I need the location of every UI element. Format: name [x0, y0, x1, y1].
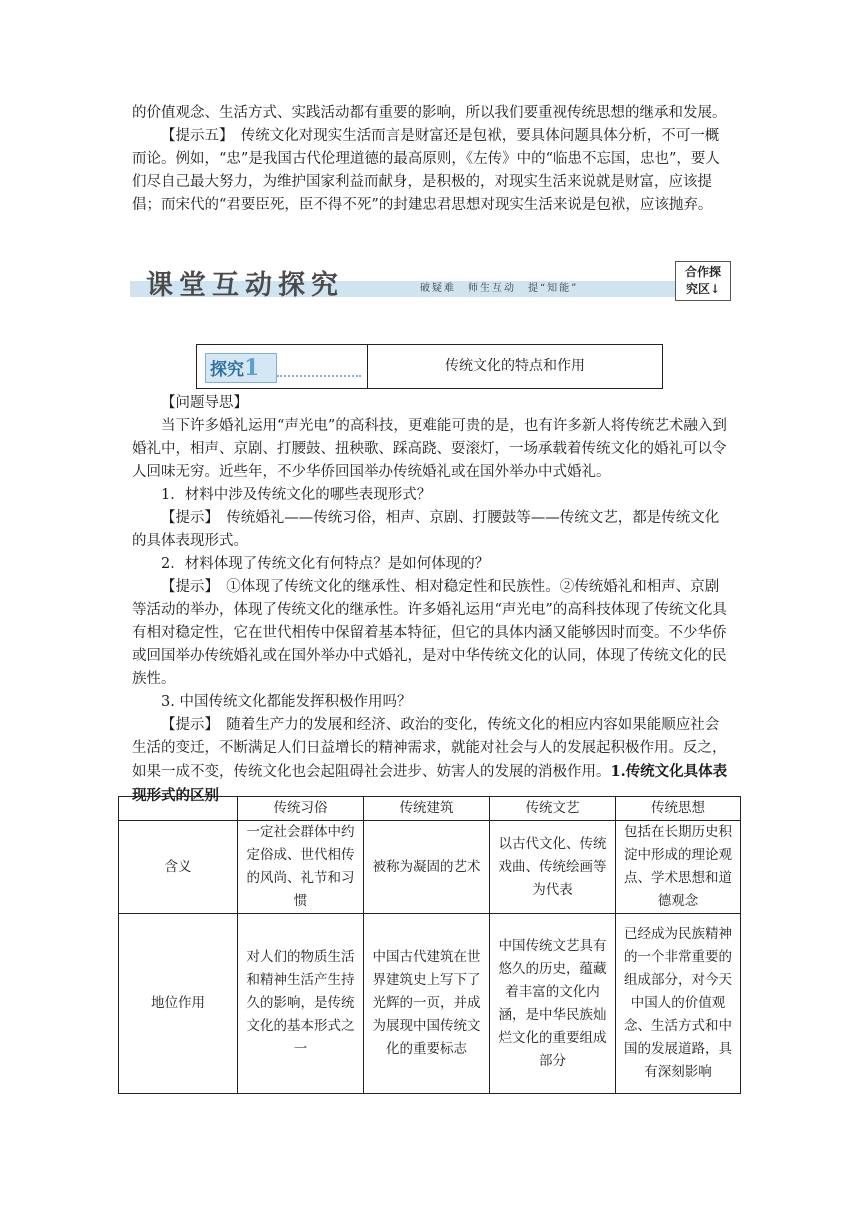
question-2: 2．材料体现了传统文化有何特点？是如何体现的？ — [161, 556, 490, 572]
table-heading: 1.传统文化具体表现形式的区别 — [132, 763, 728, 804]
paragraph-continuation: 的价值观念、生活方式、实践活动都有重要的影响，所以我们要重视传统思想的继承和发展。 — [132, 105, 727, 121]
table-cell: 以古代文化、传统戏曲、传统绘画等为代表 — [490, 821, 616, 914]
header-cell-empty — [119, 797, 238, 821]
table-cell: 已经成为民族精神的一个非常重要的组成部分，对今天中国人的价值观念、生活方式和中国的发展道路，具有深刻影响 — [616, 914, 741, 1094]
question-1: 1．材料中涉及传统文化的哪些表现形式？ — [161, 487, 432, 503]
row-label: 含义 — [119, 821, 238, 914]
table-cell: 一定社会群体中约定俗成、世代相传的风尚、礼节和习惯 — [238, 821, 364, 914]
table-cell: 中国古代建筑在世界建筑史上写下了光辉的一页，并成为展现中国传统文化的重要标志 — [364, 914, 490, 1094]
answer-2: 【提示】 ①体现了传统文化的继承性、相对稳定性和民族性。②传统婚礼和相声、京剧等活动的举办，体现了传统文化的继承性。许多婚礼运用“声光电”的高科技体现了传统文化具有相对稳定性，它在世代相传中保留着基本特征，但它的具体内涵又能够因时而变。不少华侨或回国举办传统婚礼或在国外举办中式婚礼，是对中华传统文化的认同，体现了传统文化的民族性。 — [132, 579, 727, 687]
table-cell: 包括在长期历史积淀中形成的理论观点、学术思想和道德观念 — [616, 821, 741, 914]
banner-title: 课堂互动探究 — [146, 270, 344, 301]
answer-3-text: 【提示】 随着生产力的发展和经济、政治的变化，传统文化的相应内容如果能顺应社会生活的变迁，不断满足人们日益增长的精神需求，就能对社会与人的发展起积极作用。反之，如果一成不变，传统文化也会起阻碍社会进步、妨害人的发展的消极作用。 — [132, 717, 727, 780]
comparison-table — [118, 796, 741, 1094]
badge-number: 1 — [244, 355, 260, 381]
table-row — [119, 914, 741, 1094]
badge-dotted-line — [277, 375, 361, 377]
header-cell: 传统文艺 — [490, 797, 616, 821]
header-cell: 传统习俗 — [238, 797, 364, 821]
box-line-1: 合作探 — [684, 265, 721, 279]
banner-title-area — [130, 259, 370, 303]
question-3: 3. 中国传统文化都能发挥积极作用吗？ — [161, 694, 412, 710]
header-cell: 传统建筑 — [364, 797, 490, 821]
cooperation-zone-box — [675, 261, 731, 301]
table-cell: 对人们的物质生活和精神生活产生持久的影响，是传统文化的基本形式之一 — [238, 914, 364, 1094]
table-cell: 中国传统文艺具有悠久的历史，蕴藏着丰富的文化内涵，是中华民族灿烂文化的重要组成部分 — [490, 914, 616, 1094]
guide-text: 当下许多婚礼运用“声光电”的高科技，更难能可贵的是，也有许多新人将传统艺术融入到婚礼中，相声、京剧、打腰鼓、扭秧歌、踩高跷、耍滚灯，一场承载着传统文化的婚礼可以令人回味无穷。近些年，不少华侨回国举办传统婚礼或在国外举办中式婚礼。 — [132, 418, 727, 480]
exploration-header — [196, 344, 663, 389]
section-banner — [130, 259, 731, 303]
answer-3 — [132, 714, 732, 808]
header-cell: 传统思想 — [616, 797, 741, 821]
badge-label: 探究 — [210, 360, 244, 380]
table-cell: 被称为凝固的艺术 — [364, 821, 490, 914]
answer-1: 【提示】 传统婚礼——传统习俗，相声、京剧、打腰鼓等——传统文艺，都是传统文化的具体表现形式。 — [132, 510, 720, 549]
exploration-title: 传统文化的特点和作用 — [445, 358, 585, 374]
table-row — [119, 821, 741, 914]
guide-heading: 【问题导思】 — [161, 395, 248, 411]
exploration-badge — [205, 353, 277, 383]
row-label: 地位作用 — [119, 914, 238, 1094]
banner-subtitle: 破疑难 师生互动 提“知能” — [420, 283, 579, 294]
box-line-2: 究区↓ — [685, 282, 721, 296]
table-header-row — [119, 797, 741, 821]
hint-five-paragraph: 【提示五】 传统文化对现实生活而言是财富还是包袱，要具体问题具体分析，不可一概而论。例如，“忠”是我国古代伦理道德的最高原则，《左传》中的“临患不忘国，忠也”，要人们尽自己最大努力，为维护国家利益而献身，是积极的，对现实生活来说就是财富，应该提倡；而宋代的“君要臣死，臣不得不死”的封建忠君思想对现实生活来说是包袱，应该抛弃。 — [132, 128, 720, 213]
